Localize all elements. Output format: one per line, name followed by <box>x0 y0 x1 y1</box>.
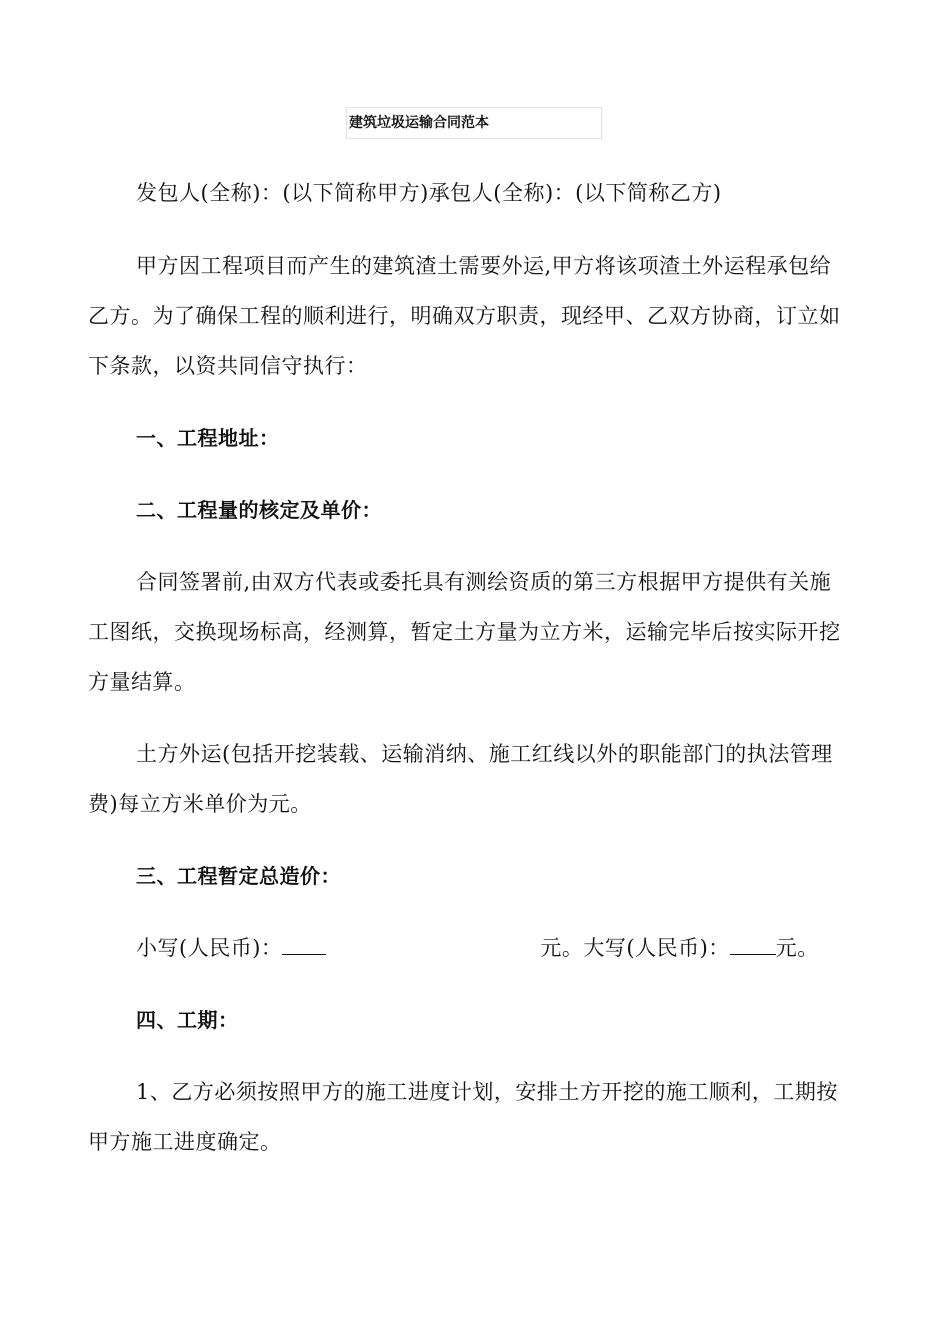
section-2-para-2-line-2: 费)每立方米单价为元。 <box>88 792 312 816</box>
small-amount-label: 小写(人民币)： <box>136 936 283 960</box>
section-2-para-1-line-3: 方量结算。 <box>88 670 196 694</box>
small-amount-blank <box>282 936 326 955</box>
total-price-line <box>136 936 873 960</box>
section-4-heading: 四、工期： <box>136 1008 239 1032</box>
big-amount-blank <box>730 936 776 955</box>
big-amount-label: 元。大写(人民币)： <box>540 936 730 960</box>
section-4-item-1-line-2: 甲方施工进度确定。 <box>88 1130 282 1154</box>
section-1-heading: 一、工程地址： <box>136 426 280 450</box>
intro-line-2: 乙方。为了确保工程的顺利进行，明确双方职责，现经甲、乙双方协商，订立如 <box>88 304 841 328</box>
document-title: 建筑垃圾运输合同范本 <box>346 107 602 139</box>
section-2-para-2-line-1: 土方外运(包括开挖装载、运输消纳、施工红线以外的职能部门的执法管理 <box>136 742 833 766</box>
section-2-heading: 二、工程量的核定及单价： <box>136 498 382 522</box>
section-2-para-1-line-2: 工图纸，交换现场标高，经测算，暂定土方量为立方米，运输完毕后按实际开挖 <box>88 620 841 644</box>
parties-line: 发包人(全称)：(以下简称甲方)承包人(全称)：(以下简称乙方) <box>136 181 722 205</box>
intro-line-3: 下条款，以资共同信守执行： <box>88 354 368 378</box>
intro-line-1: 甲方因工程项目而产生的建筑渣土需要外运,甲方将该项渣土外运程承包给 <box>136 254 832 278</box>
section-4-item-1-line-1: 1、乙方必须按照甲方的施工进度计划，安排土方开挖的施工顺利，工期按 <box>136 1080 838 1104</box>
big-amount-unit: 元。 <box>775 936 819 960</box>
section-3-heading: 三、工程暂定总造价： <box>136 864 341 888</box>
section-2-para-1-line-1: 合同签署前,由双方代表或委托具有测绘资质的第三方根据甲方提供有关施 <box>136 570 832 594</box>
